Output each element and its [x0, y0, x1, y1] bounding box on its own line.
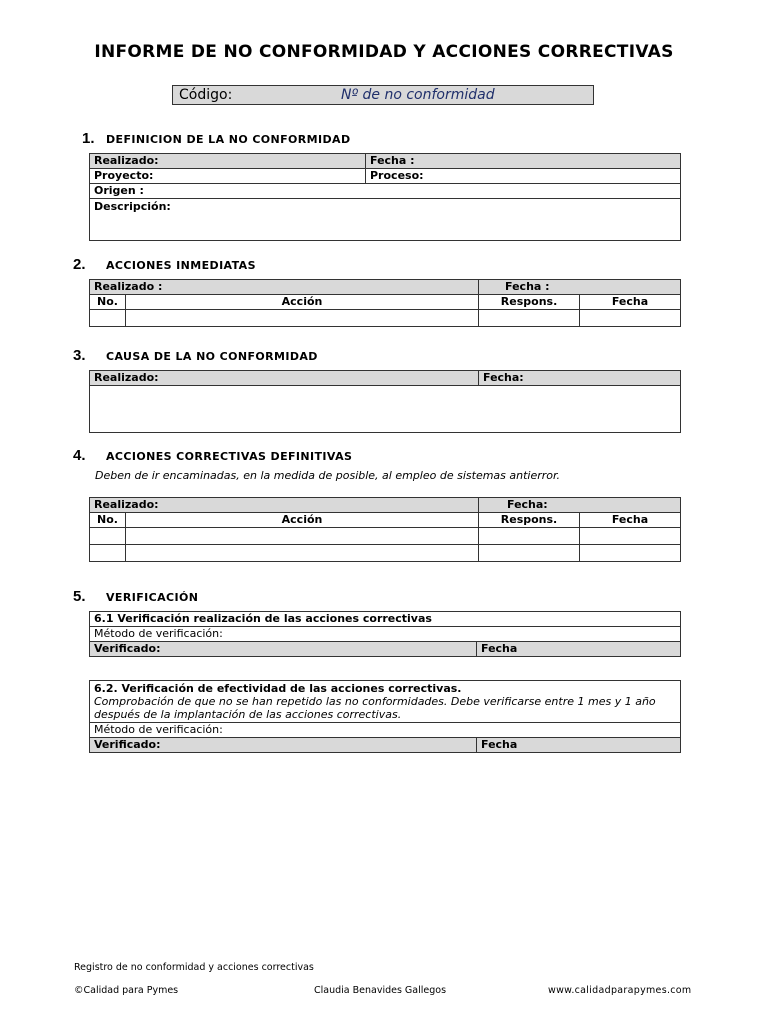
section-1-number: 1. — [82, 130, 95, 147]
s4-col-respons: Respons. — [479, 513, 580, 528]
s4-col-fecha: Fecha — [580, 513, 681, 528]
s2-col-respons: Respons. — [479, 295, 580, 310]
t1-verificado-label: Verificado: — [90, 642, 477, 657]
s2-col-no: No. — [90, 295, 126, 310]
code-box — [172, 85, 594, 105]
s4-fecha-label: Fecha: — [479, 498, 681, 513]
s2-fecha-label: Fecha : — [479, 280, 681, 295]
verification-6-1-table — [89, 611, 681, 657]
footer-author: Claudia Benavides Gallegos — [314, 985, 447, 996]
section-2-number: 2. — [73, 256, 86, 273]
s1-origen-label: Origen : — [90, 184, 681, 199]
section-1-title: DEFINICION DE LA NO CONFORMIDAD — [106, 133, 351, 146]
table-row — [90, 545, 681, 562]
s4-col-no: No. — [90, 513, 126, 528]
t2-fecha-label: Fecha — [477, 738, 681, 753]
s2-col-accion: Acción — [126, 295, 479, 310]
s1-proyecto-label: Proyecto: — [90, 169, 366, 184]
t2-metodo-label: Método de verificación: — [90, 723, 681, 738]
code-value: Nº de no conformidad — [341, 87, 495, 103]
t1-metodo-label: Método de verificación: — [90, 627, 681, 642]
section-1-table — [89, 153, 681, 241]
section-4-title: ACCIONES CORRECTIVAS DEFINITIVAS — [106, 450, 353, 463]
t2-title: 6.2. Verificación de efectividad de las acciones correctivas. — [94, 682, 462, 695]
section-3-title: CAUSA DE LA NO CONFORMIDAD — [106, 350, 318, 363]
table-row — [90, 528, 681, 545]
section-5-number: 5. — [73, 588, 86, 605]
document-title: INFORME DE NO CONFORMIDAD Y ACCIONES CORRECTIVAS — [94, 42, 674, 62]
s3-fecha-label: Fecha: — [479, 371, 681, 386]
s3-realizado-label: Realizado: — [90, 371, 479, 386]
t1-title: 6.1 Verificación realización de las acciones correctivas — [90, 612, 681, 627]
table-row — [90, 310, 681, 327]
s1-fecha-label: Fecha : — [366, 154, 681, 169]
section-4-number: 4. — [73, 447, 86, 464]
section-4-note: Deben de ir encaminadas, en la medida de posible, al empleo de sistemas antierror. — [95, 469, 561, 482]
section-2-title: ACCIONES INMEDIATAS — [106, 259, 256, 272]
s4-col-accion: Acción — [126, 513, 479, 528]
s3-cause-area — [90, 386, 681, 433]
footer-website: www.calidadparapymes.com — [548, 985, 692, 996]
footer-document-name: Registro de no conformidad y acciones correctivas — [74, 962, 314, 973]
s2-realizado-label: Realizado : — [90, 280, 479, 295]
section-3-number: 3. — [73, 347, 86, 364]
section-4-table — [89, 497, 681, 562]
footer-copyright: ©Calidad para Pymes — [74, 985, 179, 996]
section-2-table — [89, 279, 681, 327]
s1-proceso-label: Proceso: — [366, 169, 681, 184]
s1-descripcion-label: Descripción: — [90, 199, 681, 241]
s1-realizado-label: Realizado: — [90, 154, 366, 169]
t2-note: Comprobación de que no se han repetido las no conformidades. Debe verificarse entre 1 mes y 1 año después de la implantación de las acciones correctivas. — [94, 695, 656, 721]
t2-verificado-label: Verificado: — [90, 738, 477, 753]
verification-6-2-table — [89, 680, 681, 753]
code-label: Código: — [179, 87, 233, 103]
section-3-table — [89, 370, 681, 433]
section-5-title: VERIFICACIÓN — [106, 591, 199, 604]
t1-fecha-label: Fecha — [477, 642, 681, 657]
s4-realizado-label: Realizado: — [90, 498, 479, 513]
s2-col-fecha: Fecha — [580, 295, 681, 310]
